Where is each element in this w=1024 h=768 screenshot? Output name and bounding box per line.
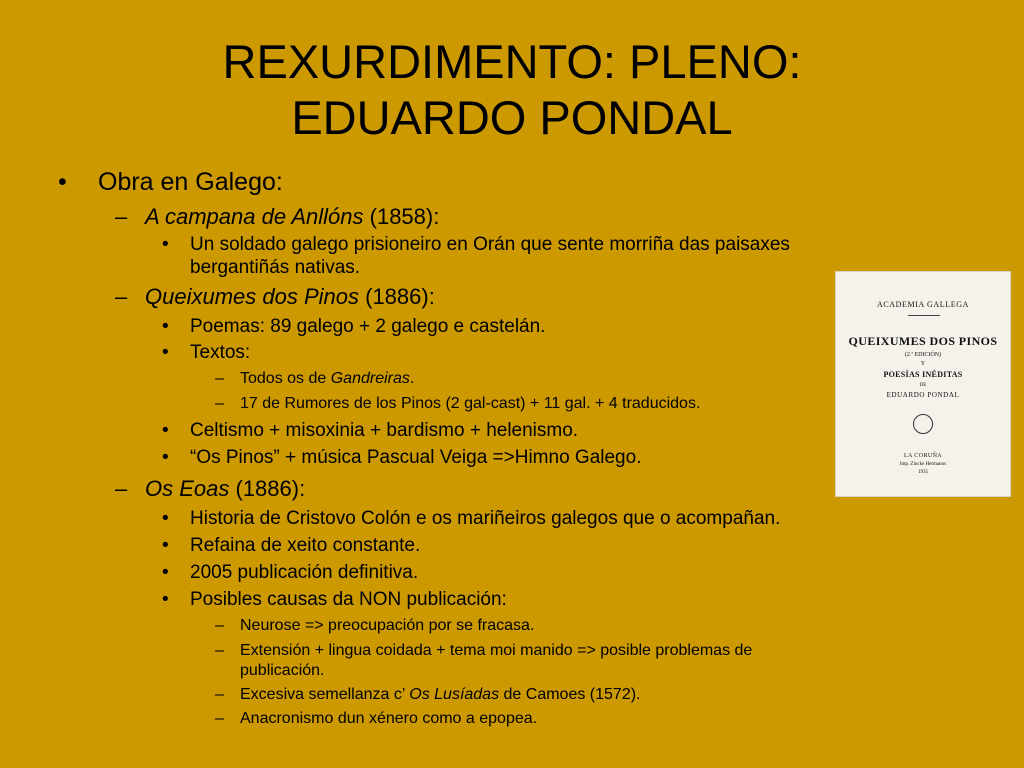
text-segment: publicación. bbox=[240, 662, 325, 679]
dash-icon: – bbox=[115, 204, 128, 229]
bullet-icon: • bbox=[162, 447, 169, 468]
text-segment: Excesiva semellanza c’ bbox=[240, 686, 410, 703]
outline-item-level-4 bbox=[240, 617, 534, 635]
outline-item-level-3 bbox=[190, 589, 507, 611]
italic-text-segment: A campana de Anllóns bbox=[145, 204, 364, 229]
text-segment: “Os Pinos” + música Pascual Veiga =>Himno Galego. bbox=[190, 447, 642, 468]
outline-item-level-4 bbox=[240, 662, 325, 680]
cover-printer: Imp. Zincke Hermanos bbox=[899, 462, 947, 467]
text-segment: Anacronismo dun xénero como a epopea. bbox=[240, 710, 538, 727]
bullet-icon: • bbox=[58, 168, 67, 196]
cover-seal-icon bbox=[913, 414, 933, 434]
cover-de: DE bbox=[919, 383, 927, 388]
slide-title-line-2: EDUARDO PONDAL bbox=[291, 91, 733, 144]
bullet-icon: • bbox=[162, 508, 169, 529]
text-segment: Textos: bbox=[190, 342, 251, 363]
dash-icon: – bbox=[115, 476, 128, 501]
text-segment: Todos os de bbox=[240, 370, 331, 387]
bullet-icon: • bbox=[162, 535, 169, 556]
dash-icon: – bbox=[215, 617, 224, 634]
text-segment: Posibles causas da NON publicación: bbox=[190, 589, 507, 610]
dash-icon: – bbox=[215, 710, 224, 727]
outline-item-level-3 bbox=[190, 447, 641, 469]
cover-year: 1935 bbox=[918, 470, 928, 475]
outline-item-level-2 bbox=[145, 204, 439, 230]
dash-icon: – bbox=[215, 395, 224, 412]
outline-item-level-1 bbox=[98, 168, 283, 197]
cover-rule bbox=[908, 315, 940, 316]
cover-subtitle: POESÍAS INÉDITAS bbox=[883, 370, 963, 379]
bullet-icon: • bbox=[162, 316, 169, 337]
text-segment: . bbox=[409, 370, 415, 387]
text-segment: bergantiñás nativas. bbox=[190, 257, 361, 278]
outline-item-level-3 bbox=[190, 342, 250, 364]
outline-item-level-4 bbox=[240, 370, 414, 388]
text-segment: (1886): bbox=[229, 476, 306, 501]
outline-item-level-4 bbox=[240, 686, 640, 704]
outline-item-level-2 bbox=[145, 284, 435, 310]
bullet-icon: • bbox=[162, 589, 169, 610]
cover-publisher: ACADEMIA GALLEGA bbox=[876, 300, 970, 309]
outline-item-level-3 bbox=[190, 562, 418, 584]
text-segment: Refaina de xeito constante. bbox=[190, 535, 421, 556]
italic-text-segment: Os Lusíadas bbox=[409, 686, 500, 703]
outline-item-level-3 bbox=[190, 257, 360, 279]
slide-title-line-1: REXURDIMENTO: PLENO: bbox=[222, 35, 802, 88]
text-segment: Un soldado galego prisioneiro en Orán que sente morriña das paisaxes bbox=[190, 234, 790, 255]
italic-text-segment: Queixumes dos Pinos bbox=[145, 284, 359, 309]
outline-item-level-4 bbox=[240, 395, 700, 413]
book-cover-image bbox=[835, 271, 1011, 497]
text-segment: 2005 publicación definitiva. bbox=[190, 562, 419, 583]
cover-conjunction: Y bbox=[920, 361, 926, 367]
italic-text-segment: Gandreiras bbox=[330, 370, 410, 387]
text-segment: 17 de Rumores de los Pinos (2 gal-cast) + 11 gal. + 4 traducidos. bbox=[240, 395, 701, 412]
text-segment: Celtismo + misoxinia + bardismo + helenismo. bbox=[190, 420, 579, 441]
outline-item-level-3 bbox=[190, 420, 578, 442]
dash-icon: – bbox=[215, 642, 224, 659]
text-segment: (1858): bbox=[363, 204, 440, 229]
dash-icon: – bbox=[215, 370, 224, 387]
dash-icon: – bbox=[215, 686, 224, 703]
bullet-icon: • bbox=[162, 562, 169, 583]
text-segment: de Camoes (1572). bbox=[499, 686, 641, 703]
cover-author: EDUARDO PONDAL bbox=[886, 391, 960, 399]
bullet-icon: • bbox=[162, 234, 169, 255]
outline-item-level-4 bbox=[240, 642, 752, 660]
cover-title: QUEIXUMES DOS PINOS bbox=[848, 334, 998, 348]
outline-item-level-4 bbox=[240, 710, 537, 728]
bullet-icon: • bbox=[162, 420, 169, 441]
italic-text-segment: Os Eoas bbox=[145, 476, 230, 501]
text-segment: Obra en Galego: bbox=[98, 168, 283, 196]
outline-item-level-3 bbox=[190, 508, 780, 530]
outline-item-level-2 bbox=[145, 476, 305, 502]
text-segment: Extensión + lingua coidada + tema moi manido => posible problemas de bbox=[240, 642, 753, 659]
text-segment: Historia de Cristovo Colón e os mariñeiros galegos que o acompañan. bbox=[190, 508, 781, 529]
outline-item-level-3 bbox=[190, 234, 790, 256]
outline-item-level-3 bbox=[190, 535, 420, 557]
text-segment: Neurose => preocupación por se fracasa. bbox=[240, 617, 535, 634]
text-segment: Poemas: 89 galego + 2 galego e castelán. bbox=[190, 316, 546, 337]
text-segment: (1886): bbox=[359, 284, 435, 309]
cover-edition: (2.ª EDICIÓN) bbox=[904, 352, 942, 358]
outline-item-level-3 bbox=[190, 316, 545, 338]
cover-city: LA CORUÑA bbox=[903, 453, 943, 459]
dash-icon: – bbox=[115, 284, 128, 309]
bullet-icon: • bbox=[162, 342, 169, 363]
